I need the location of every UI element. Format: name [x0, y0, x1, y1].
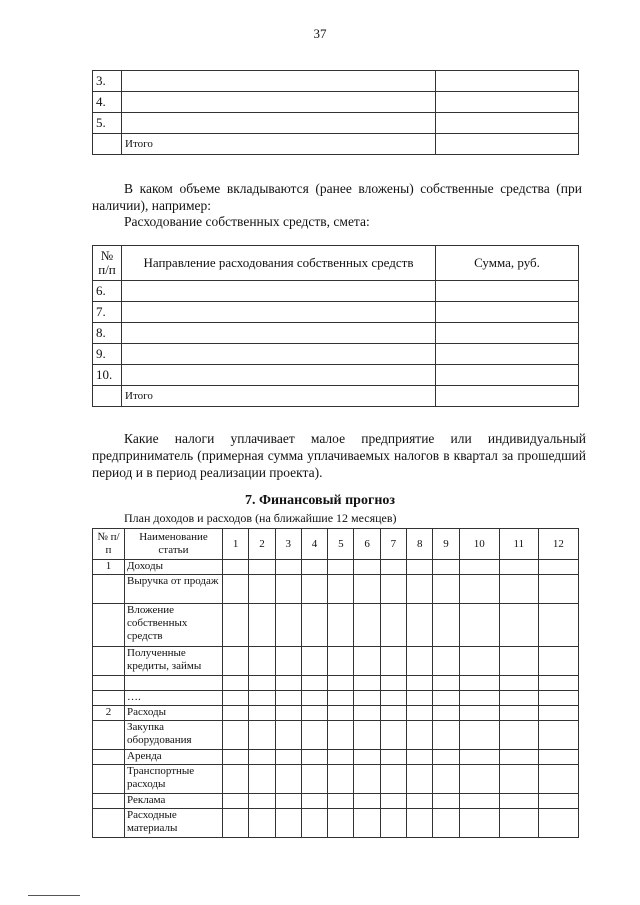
- row-sum: [436, 365, 579, 386]
- row-name: ….: [125, 691, 223, 706]
- month-cell: [249, 560, 275, 575]
- month-cell: [249, 604, 275, 647]
- row-number: 4.: [93, 92, 122, 113]
- month-cell: [275, 809, 301, 838]
- month-cell: [380, 794, 406, 809]
- month-cell: [249, 765, 275, 794]
- month-cell: [328, 765, 354, 794]
- row-sum: [436, 323, 579, 344]
- month-cell: [407, 809, 433, 838]
- month-cell: [407, 794, 433, 809]
- header-sum: Сумма, руб.: [436, 246, 579, 281]
- row-sum: [436, 302, 579, 323]
- total-row: [93, 386, 579, 407]
- month-cell: [223, 721, 249, 750]
- month-cell: [249, 750, 275, 765]
- month-cell: [538, 721, 578, 750]
- month-cell: [459, 604, 499, 647]
- month-cell: [354, 721, 380, 750]
- month-cell: [459, 647, 499, 676]
- month-cell: [380, 560, 406, 575]
- row-name: Реклама: [125, 794, 223, 809]
- month-cell: [538, 676, 578, 691]
- table-row: [93, 344, 579, 365]
- month-header: 1: [223, 529, 249, 560]
- month-cell: [433, 809, 459, 838]
- month-cell: [301, 575, 327, 604]
- month-cell: [380, 575, 406, 604]
- month-cell: [275, 575, 301, 604]
- table-row: [93, 691, 579, 706]
- month-header: 5: [328, 529, 354, 560]
- table-row: [93, 302, 579, 323]
- table-row: [93, 647, 579, 676]
- month-cell: [407, 604, 433, 647]
- table-row: [93, 323, 579, 344]
- table-row: [93, 604, 579, 647]
- month-cell: [433, 647, 459, 676]
- row-name: [122, 92, 436, 113]
- month-cell: [499, 560, 538, 575]
- month-cell: [538, 647, 578, 676]
- month-cell: [223, 706, 249, 721]
- month-cell: [499, 676, 538, 691]
- month-cell: [328, 604, 354, 647]
- month-cell: [249, 647, 275, 676]
- month-cell: [328, 809, 354, 838]
- row-number: [93, 386, 122, 407]
- total-label: Итого: [122, 386, 436, 407]
- row-name: [122, 302, 436, 323]
- row-sum: [436, 344, 579, 365]
- month-cell: [354, 647, 380, 676]
- month-cell: [354, 575, 380, 604]
- row-number: 2: [93, 706, 125, 721]
- month-cell: [499, 794, 538, 809]
- month-cell: [223, 691, 249, 706]
- row-name: Закупка оборудования: [125, 721, 223, 750]
- month-cell: [433, 721, 459, 750]
- month-cell: [459, 809, 499, 838]
- month-cell: [538, 706, 578, 721]
- month-cell: [301, 721, 327, 750]
- month-cell: [275, 604, 301, 647]
- table-row: [93, 765, 579, 794]
- month-cell: [328, 794, 354, 809]
- table-row: [93, 721, 579, 750]
- month-header: 6: [354, 529, 380, 560]
- month-cell: [538, 809, 578, 838]
- row-number: 3.: [93, 71, 122, 92]
- month-cell: [407, 765, 433, 794]
- month-cell: [223, 676, 249, 691]
- row-name: [122, 113, 436, 134]
- month-cell: [499, 765, 538, 794]
- month-cell: [459, 750, 499, 765]
- month-cell: [249, 794, 275, 809]
- month-cell: [301, 560, 327, 575]
- month-cell: [223, 560, 249, 575]
- month-cell: [499, 721, 538, 750]
- table-row: [93, 809, 579, 838]
- month-cell: [407, 560, 433, 575]
- month-cell: [301, 794, 327, 809]
- month-cell: [433, 676, 459, 691]
- row-number: 7.: [93, 302, 122, 323]
- section-title: 7. Финансовый прогноз: [244, 493, 396, 508]
- month-cell: [275, 691, 301, 706]
- taxes-question: Какие налоги уплачивает малое предприятие или индивидуальный предприниматель (примерная сумма уплачиваемых налогов в квартал за прошедший период и в период реализации проекта).: [92, 431, 586, 480]
- month-cell: [499, 809, 538, 838]
- row-number: [93, 647, 125, 676]
- month-cell: [499, 706, 538, 721]
- month-header: 2: [249, 529, 275, 560]
- month-cell: [538, 750, 578, 765]
- month-cell: [275, 721, 301, 750]
- month-cell: [249, 721, 275, 750]
- month-cell: [275, 647, 301, 676]
- table-row: [93, 706, 579, 721]
- table-row: [93, 113, 579, 134]
- month-header: 11: [499, 529, 538, 560]
- month-cell: [459, 706, 499, 721]
- month-cell: [301, 604, 327, 647]
- row-name: Расходы: [125, 706, 223, 721]
- month-cell: [275, 750, 301, 765]
- month-cell: [328, 706, 354, 721]
- month-cell: [433, 604, 459, 647]
- month-cell: [354, 560, 380, 575]
- month-cell: [380, 750, 406, 765]
- month-cell: [433, 794, 459, 809]
- row-number: 1: [93, 560, 125, 575]
- row-sum: [436, 134, 579, 155]
- month-cell: [301, 676, 327, 691]
- header-name: Наименование статьи: [125, 529, 223, 560]
- table-row: [93, 71, 579, 92]
- month-cell: [380, 809, 406, 838]
- month-cell: [223, 647, 249, 676]
- financial-forecast-table: [92, 528, 579, 838]
- month-cell: [499, 750, 538, 765]
- row-number: [93, 809, 125, 838]
- month-cell: [407, 575, 433, 604]
- row-sum: [436, 386, 579, 407]
- month-header: 4: [301, 529, 327, 560]
- month-cell: [499, 691, 538, 706]
- month-cell: [499, 604, 538, 647]
- row-number: [93, 765, 125, 794]
- row-number: 5.: [93, 113, 122, 134]
- month-cell: [249, 575, 275, 604]
- month-cell: [538, 765, 578, 794]
- month-cell: [328, 575, 354, 604]
- month-cell: [328, 560, 354, 575]
- row-sum: [436, 113, 579, 134]
- month-cell: [538, 575, 578, 604]
- month-cell: [459, 575, 499, 604]
- row-name: [122, 365, 436, 386]
- month-cell: [459, 721, 499, 750]
- header-num: № п/п: [93, 529, 125, 560]
- month-cell: [301, 809, 327, 838]
- month-cell: [328, 750, 354, 765]
- month-cell: [328, 647, 354, 676]
- month-cell: [301, 750, 327, 765]
- month-cell: [380, 706, 406, 721]
- row-name: Полученные кредиты, займы: [125, 647, 223, 676]
- month-cell: [380, 765, 406, 794]
- row-number: [93, 575, 125, 604]
- month-cell: [328, 676, 354, 691]
- row-number: [93, 794, 125, 809]
- month-cell: [380, 691, 406, 706]
- month-cell: [275, 765, 301, 794]
- table-row: [93, 750, 579, 765]
- month-cell: [301, 765, 327, 794]
- month-cell: [380, 604, 406, 647]
- row-number: [93, 604, 125, 647]
- row-number: 10.: [93, 365, 122, 386]
- own-funds-estimate-caption: Расходование собственных средств, смета:: [124, 214, 370, 229]
- month-cell: [407, 721, 433, 750]
- month-cell: [223, 765, 249, 794]
- month-cell: [380, 721, 406, 750]
- row-name: Аренда: [125, 750, 223, 765]
- row-sum: [436, 71, 579, 92]
- row-number: 8.: [93, 323, 122, 344]
- month-header: 9: [433, 529, 459, 560]
- header-direction: Направление расходования собственных средств: [122, 246, 436, 281]
- row-number: [93, 721, 125, 750]
- month-cell: [459, 794, 499, 809]
- month-cell: [433, 560, 459, 575]
- table-row: [93, 794, 579, 809]
- header-num: № п/п: [93, 246, 122, 281]
- month-cell: [433, 691, 459, 706]
- month-cell: [459, 691, 499, 706]
- section-subtitle: План доходов и расходов (на ближайшие 12 месяцев): [124, 511, 397, 525]
- own-funds-question: В каком объеме вкладываются (ранее вложены) собственные средства (при наличии), например:: [92, 181, 582, 213]
- table-row: [93, 575, 579, 604]
- table-row: [93, 365, 579, 386]
- own-funds-table-continued: [92, 70, 579, 155]
- month-cell: [354, 750, 380, 765]
- month-cell: [499, 647, 538, 676]
- row-name: [122, 71, 436, 92]
- month-cell: [275, 560, 301, 575]
- row-name: Доходы: [125, 560, 223, 575]
- month-cell: [433, 575, 459, 604]
- month-header: 8: [407, 529, 433, 560]
- month-cell: [433, 765, 459, 794]
- row-sum: [436, 92, 579, 113]
- month-cell: [407, 647, 433, 676]
- month-cell: [380, 647, 406, 676]
- month-cell: [249, 809, 275, 838]
- month-cell: [275, 706, 301, 721]
- table-row: [93, 281, 579, 302]
- row-name: [122, 281, 436, 302]
- row-number: [93, 134, 122, 155]
- month-cell: [459, 676, 499, 691]
- row-number: [93, 676, 125, 691]
- row-number: 6.: [93, 281, 122, 302]
- row-name: [122, 344, 436, 365]
- month-cell: [407, 676, 433, 691]
- row-number: [93, 691, 125, 706]
- month-cell: [459, 765, 499, 794]
- month-cell: [538, 794, 578, 809]
- row-name: Выручка от продаж: [125, 575, 223, 604]
- month-cell: [354, 604, 380, 647]
- row-number: 9.: [93, 344, 122, 365]
- table-row: [93, 92, 579, 113]
- month-cell: [433, 750, 459, 765]
- total-row: [93, 134, 579, 155]
- month-cell: [223, 750, 249, 765]
- row-name: [125, 676, 223, 691]
- month-cell: [354, 765, 380, 794]
- month-cell: [301, 706, 327, 721]
- month-cell: [538, 691, 578, 706]
- row-name: [122, 323, 436, 344]
- month-header: 7: [380, 529, 406, 560]
- table-row: [93, 560, 579, 575]
- month-cell: [354, 794, 380, 809]
- row-name: Вложение собственных средств: [125, 604, 223, 647]
- month-cell: [249, 706, 275, 721]
- month-cell: [328, 721, 354, 750]
- month-cell: [275, 676, 301, 691]
- month-cell: [249, 691, 275, 706]
- month-header: 10: [459, 529, 499, 560]
- month-cell: [301, 691, 327, 706]
- total-label: Итого: [122, 134, 436, 155]
- footnote-rule: [28, 895, 80, 896]
- month-header: 12: [538, 529, 578, 560]
- month-cell: [223, 794, 249, 809]
- table-row: [93, 676, 579, 691]
- row-number: [93, 750, 125, 765]
- month-cell: [354, 809, 380, 838]
- month-cell: [380, 676, 406, 691]
- month-cell: [301, 647, 327, 676]
- month-cell: [538, 560, 578, 575]
- month-cell: [459, 560, 499, 575]
- row-sum: [436, 281, 579, 302]
- month-cell: [407, 706, 433, 721]
- month-cell: [275, 794, 301, 809]
- row-name: Транспортные расходы: [125, 765, 223, 794]
- row-name: Расходные материалы: [125, 809, 223, 838]
- month-cell: [538, 604, 578, 647]
- month-cell: [499, 575, 538, 604]
- month-header: 3: [275, 529, 301, 560]
- month-cell: [407, 750, 433, 765]
- page-number: 37: [313, 26, 327, 41]
- month-cell: [433, 706, 459, 721]
- month-cell: [223, 809, 249, 838]
- month-cell: [223, 604, 249, 647]
- month-cell: [354, 676, 380, 691]
- month-cell: [249, 676, 275, 691]
- month-cell: [328, 691, 354, 706]
- month-cell: [354, 691, 380, 706]
- month-cell: [223, 575, 249, 604]
- own-funds-estimate-table: [92, 245, 579, 407]
- month-cell: [407, 691, 433, 706]
- month-cell: [354, 706, 380, 721]
